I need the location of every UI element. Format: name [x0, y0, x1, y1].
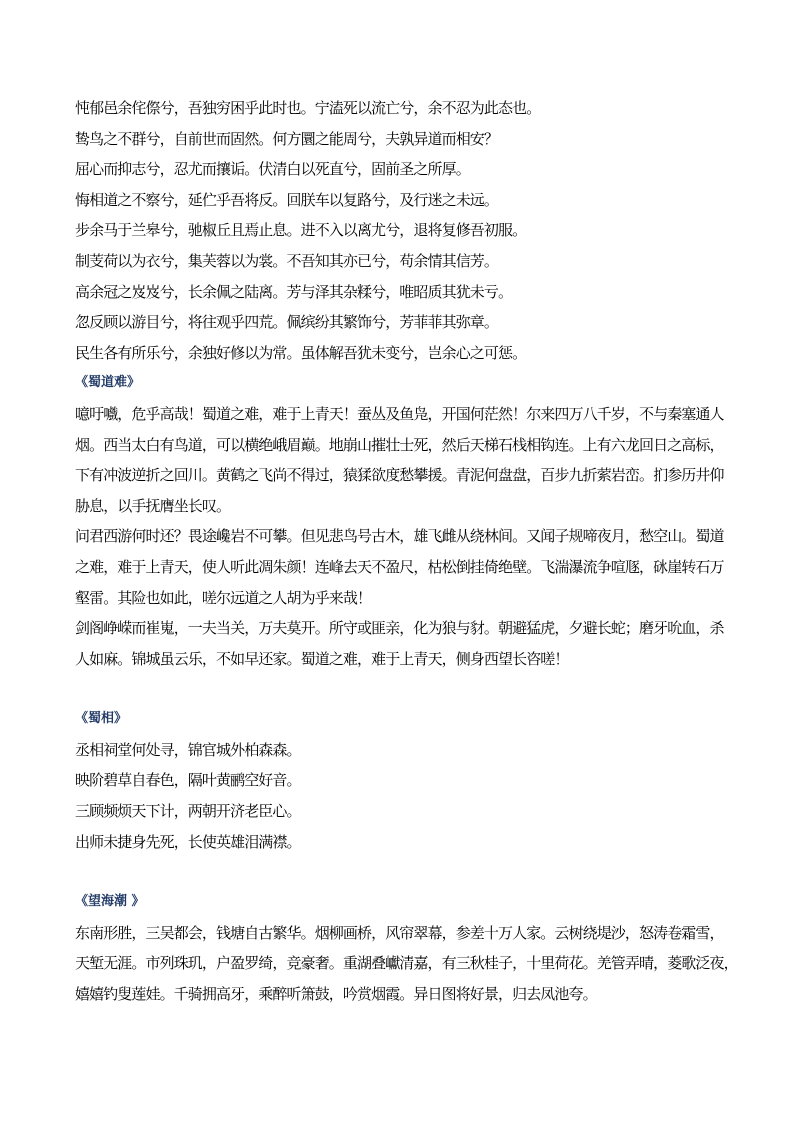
section-title: 《蜀道难》: [75, 375, 141, 391]
shudaonan-section: [75, 368, 735, 674]
poem-line: 映阶碧草自春色，隔叶黄鹂空好音。: [75, 771, 301, 790]
poem-line: 高余冠之岌岌兮，长余佩之陆离。芳与泽其杂糅兮，唯昭质其犹未亏。: [75, 282, 513, 301]
poem-line: 忳郁邑余侘傺兮，吾独穷困乎此时也。宁溘死以流亡兮，余不忍为此态也。: [75, 99, 541, 117]
lisao-excerpt: [75, 93, 735, 368]
poem-line: 步余马于兰皋兮，驰椒丘且焉止息。进不入以离尤兮，退将复修吾初服。: [75, 221, 527, 240]
poem-line: 天堑无涯。市列珠玑，户盈罗绮，竞豪奢。重湖叠巘清嘉，有三秋桂子，十里荷花。羌管弄晴，菱歌泛夜，: [75, 954, 738, 973]
document-page: [75, 93, 738, 1010]
poem-line: 丞相祠堂何处寻，锦官城外柏森森。: [75, 740, 301, 759]
poem-line: 下有冲波逆折之回川。黄鹤之飞尚不得过，猿猱欲度愁攀援。青泥何盘盘，百步九折萦岩峦。扪参历井仰: [75, 466, 724, 485]
poem-line: 嬉嬉钓叟莲娃。千骑拥高牙，乘醉听箫鼓，吟赏烟霞。异日图将好景，归去凤池夸。: [75, 985, 597, 1004]
poem-line: 壑雷。其险也如此，嗟尔远道之人胡为乎来哉！: [75, 588, 372, 607]
poem-line: 东南形胜，三吴都会，钱塘自古繁华。烟柳画桥，风帘翠幕，参差十万人家。云树绕堤沙，怒涛卷霜雪，: [75, 923, 724, 942]
poem-line: 鸷鸟之不群兮，自前世而固然。何方圜之能周兮，夫孰异道而相安？: [75, 129, 499, 148]
poem-line: 屈心而抑志兮，忍尤而攘诟。伏清白以死直兮，固前圣之所厚。: [75, 160, 470, 179]
section-title: 《蜀相》: [75, 711, 128, 727]
section-title: 《望海潮 》: [75, 894, 145, 910]
section-spacer: [75, 674, 735, 704]
shuxiang-section: [75, 704, 735, 857]
poem-line: 之难，难于上青天，使人听此凋朱颜！连峰去天不盈尺，枯松倒挂倚绝壁。飞湍瀑流争喧豗，砯崖转石万: [75, 557, 724, 576]
poem-line: 忽反顾以游目兮，将往观乎四荒。佩缤纷其繁饰兮，芳菲菲其弥章。: [75, 313, 499, 332]
poem-line: 民生各有所乐兮，余独好修以为常。虽体解吾犹未变兮，岂余心之可惩。: [75, 343, 527, 362]
poem-line: 问君西游何时还？畏途巉岩不可攀。但见悲鸟号古木，雄飞雌从绕林间。又闻子规啼夜月，愁空山。蜀道: [75, 527, 724, 546]
poem-line: 出师未捷身先死，长使英雄泪满襟。: [75, 832, 301, 851]
wanghaichao-section: [75, 887, 738, 1009]
poem-line: 制芰荷以为衣兮，集芙蓉以为裳。不吾知其亦已兮，苟余情其信芳。: [75, 251, 499, 270]
poem-line: 悔相道之不察兮，延伫乎吾将反。回朕车以复路兮，及行迷之未远。: [75, 190, 499, 209]
poem-line: 噫吁嚱，危乎高哉！蜀道之难，难于上青天！蚕丛及鱼凫，开国何茫然！尔来四万八千岁，不与秦塞通人: [75, 404, 724, 423]
poem-line: 剑阁峥嵘而崔嵬，一夫当关，万夫莫开。所守或匪亲，化为狼与豺。朝避猛虎，夕避长蛇；磨牙吮血，杀: [75, 619, 724, 638]
section-spacer: [75, 857, 735, 887]
poem-line: 三顾频烦天下计，两朝开济老臣心。: [75, 802, 301, 821]
poem-line: 烟。西当太白有鸟道，可以横绝峨眉巅。地崩山摧壮士死，然后天梯石栈相钩连。上有六龙回日之高标，: [75, 435, 724, 454]
poem-line: 胁息，以手抚膺坐长叹。: [75, 496, 231, 515]
poem-line: 人如麻。锦城虽云乐，不如早还家。蜀道之难，难于上青天，侧身西望长咨嗟！: [75, 649, 569, 668]
